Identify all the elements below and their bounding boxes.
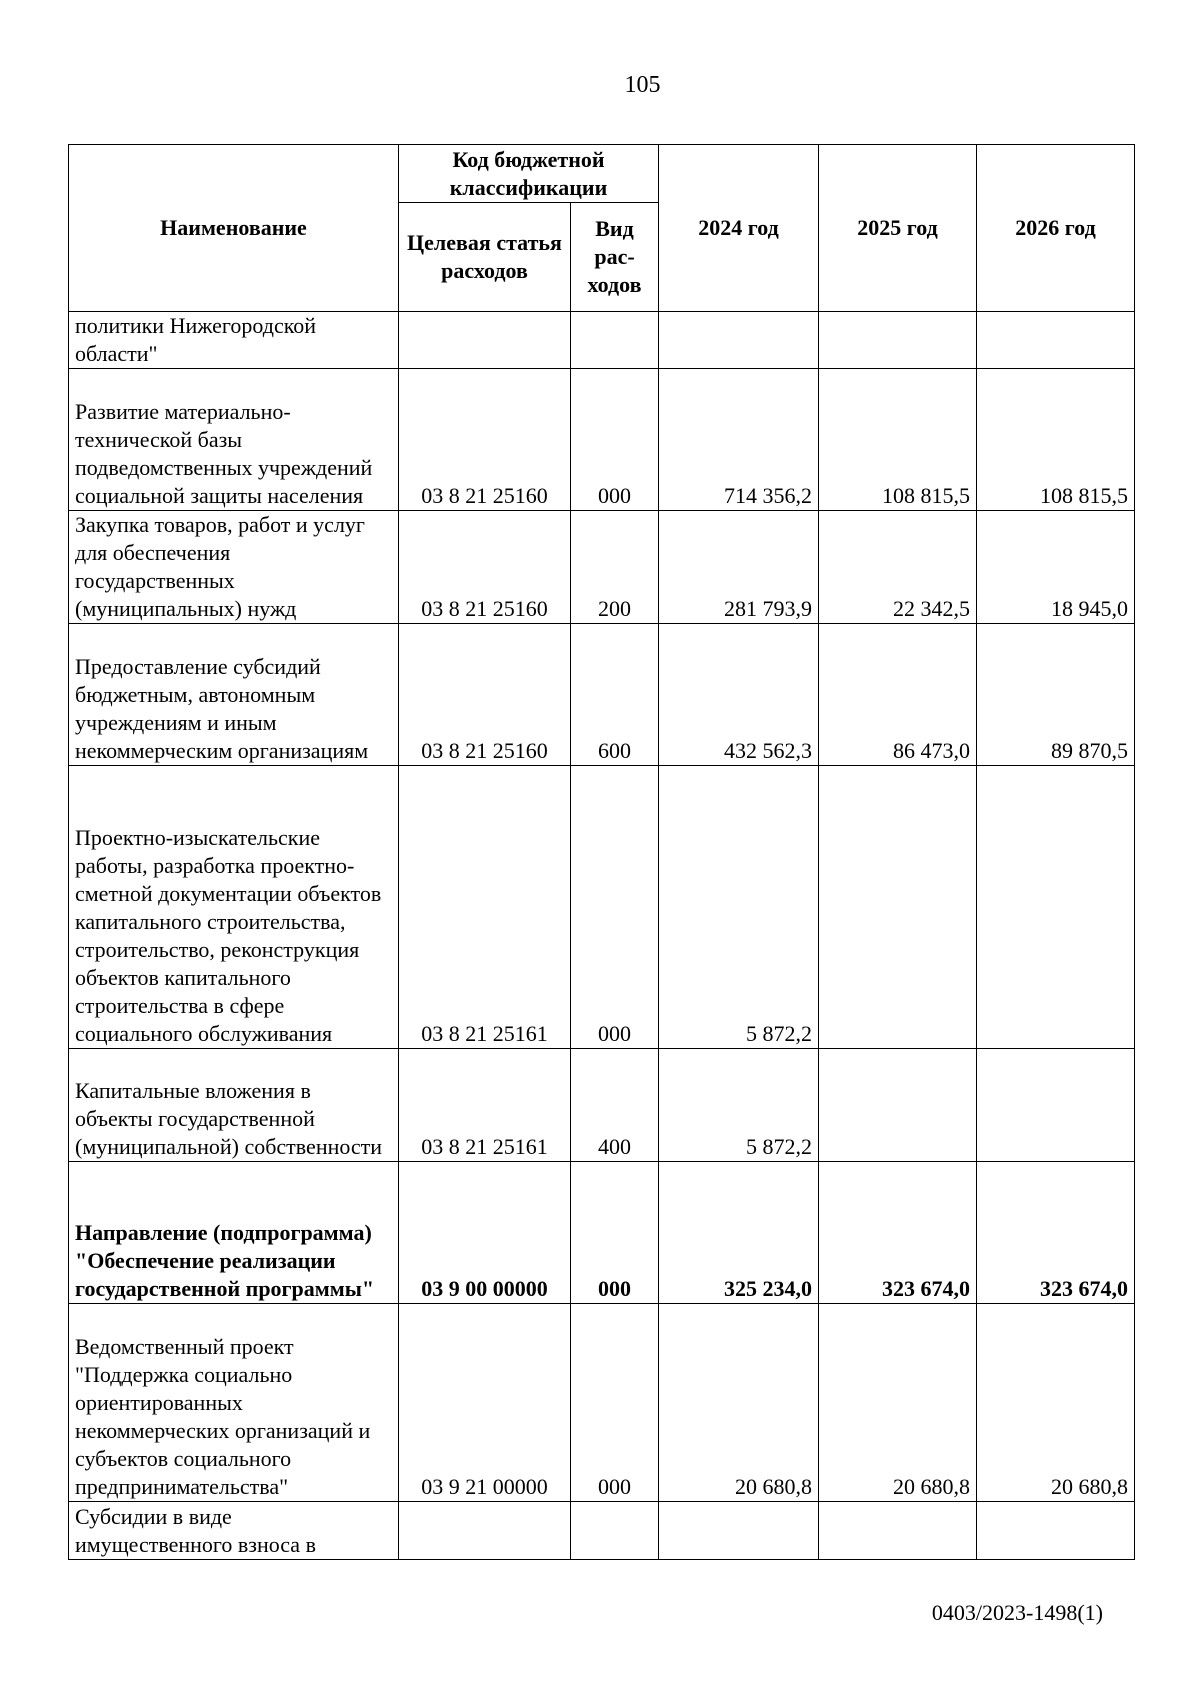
header-2026: 2026 год [977, 145, 1135, 312]
row-name: Капитальные вложения в объекты государственной (муниципальной) собственности [69, 1049, 399, 1162]
row-2026 [977, 1049, 1135, 1162]
page-number: 105 [624, 72, 661, 98]
table-row [69, 511, 1135, 624]
row-2025: 22 342,5 [819, 511, 977, 624]
row-2025 [819, 312, 977, 369]
row-2026 [977, 1502, 1135, 1560]
row-2025 [819, 766, 977, 1049]
row-2026: 18 945,0 [977, 511, 1135, 624]
row-2026: 323 674,0 [977, 1162, 1135, 1304]
header-2024: 2024 год [659, 145, 819, 312]
row-kind: 200 [571, 511, 659, 624]
header-code-group: Код бюджетной классификации [399, 145, 659, 203]
row-2026: 108 815,5 [977, 369, 1135, 511]
row-2024: 714 356,2 [659, 369, 819, 511]
header-expense-kind: Вид рас-ходов [571, 203, 659, 312]
table-row [69, 1162, 1135, 1304]
row-2026 [977, 312, 1135, 369]
row-code: 03 9 21 00000 [399, 1304, 571, 1502]
row-kind [571, 312, 659, 369]
table-row [69, 624, 1135, 766]
row-2024: 5 872,2 [659, 1049, 819, 1162]
row-code: 03 8 21 25161 [399, 766, 571, 1049]
row-2025: 20 680,8 [819, 1304, 977, 1502]
row-code [399, 312, 571, 369]
table-row [69, 1304, 1135, 1502]
table-row [69, 1049, 1135, 1162]
row-name: Закупка товаров, работ и услуг для обеспечения государственных (муниципальных) нужд [69, 511, 399, 624]
row-2025 [819, 1502, 977, 1560]
row-kind [571, 1502, 659, 1560]
row-code: 03 9 00 00000 [399, 1162, 571, 1304]
row-kind: 000 [571, 369, 659, 511]
header-2025: 2025 год [819, 145, 977, 312]
row-kind: 600 [571, 624, 659, 766]
row-2024 [659, 1502, 819, 1560]
row-2025: 323 674,0 [819, 1162, 977, 1304]
document-id: 0403/2023-1498(1) [931, 1600, 1103, 1625]
row-2024: 20 680,8 [659, 1304, 819, 1502]
row-code [399, 1502, 571, 1560]
row-2026: 20 680,8 [977, 1304, 1135, 1502]
row-2024 [659, 312, 819, 369]
row-name: Ведомственный проект "Поддержка социально ориентированных некоммерческих организаций и субъектов социального предпринимательства" [69, 1304, 399, 1502]
row-kind: 000 [571, 766, 659, 1049]
row-name: Проектно-изыскательские работы, разработка проектно-сметной документации объектов капитального строительства, строительство, реконструкция объектов капитального строительства в сфере социального обслуживания [69, 766, 399, 1049]
budget-table [68, 144, 1135, 1560]
header-name: Наименование [69, 145, 399, 312]
row-2024: 432 562,3 [659, 624, 819, 766]
table-row [69, 1502, 1135, 1560]
table-row [69, 766, 1135, 1049]
row-name: Направление (подпрограмма) "Обеспечение реализации государственной программы" [69, 1162, 399, 1304]
row-2025: 86 473,0 [819, 624, 977, 766]
row-2025 [819, 1049, 977, 1162]
row-code: 03 8 21 25161 [399, 1049, 571, 1162]
row-2025: 108 815,5 [819, 369, 977, 511]
table-row [69, 369, 1135, 511]
row-name: Субсидии в виде имущественного взноса в [69, 1502, 399, 1560]
row-2024: 5 872,2 [659, 766, 819, 1049]
table-row [69, 312, 1135, 369]
row-name: политики Нижегородской области" [69, 312, 399, 369]
row-2024: 281 793,9 [659, 511, 819, 624]
header-target-article: Целевая статья расходов [399, 203, 571, 312]
row-2026: 89 870,5 [977, 624, 1135, 766]
row-kind: 400 [571, 1049, 659, 1162]
row-code: 03 8 21 25160 [399, 511, 571, 624]
row-name: Предоставление субсидий бюджетным, автономным учреждениям и иным некоммерческим организациям [69, 624, 399, 766]
row-code: 03 8 21 25160 [399, 369, 571, 511]
row-2024: 325 234,0 [659, 1162, 819, 1304]
row-2026 [977, 766, 1135, 1049]
row-name: Развитие материально-технической базы подведомственных учреждений социальной защиты населения [69, 369, 399, 511]
row-kind: 000 [571, 1304, 659, 1502]
row-code: 03 8 21 25160 [399, 624, 571, 766]
row-kind: 000 [571, 1162, 659, 1304]
